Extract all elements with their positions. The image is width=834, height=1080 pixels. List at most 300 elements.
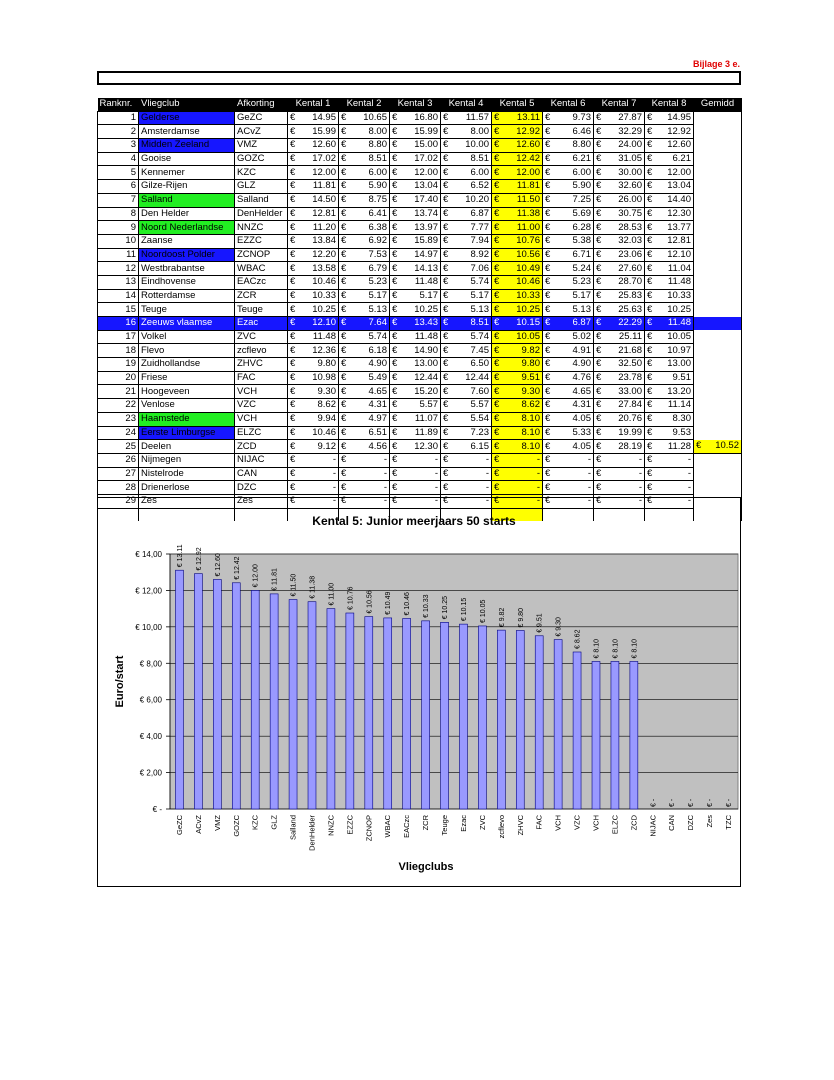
club-cell: Kennemer [139,166,235,180]
euro-sign: € [341,467,347,479]
bar [308,602,316,809]
kental-4-cell [441,303,492,317]
euro-sign: € [290,235,296,247]
kental-5-cell [492,234,543,248]
x-tick-label: NNZC [326,815,336,836]
abbr-cell: ZVC [235,330,288,344]
value: 11.04 [667,262,691,274]
club-cell: Zaanse [139,234,235,248]
kental-3-cell [390,180,441,194]
euro-sign: € [647,413,653,425]
kental-5-cell [492,440,543,454]
euro-sign: € [596,262,602,274]
value: 32.50 [618,358,642,370]
kental-2-cell [339,275,390,289]
kental-8-cell [645,221,694,235]
euro-sign: € [392,248,398,260]
euro-sign: € [696,440,702,452]
bar-value-label: € 9.82 [498,607,506,628]
kental-6-cell [543,426,594,440]
euro-sign: € [647,440,653,452]
euro-sign: € [392,112,398,124]
club-cell: Zes [139,494,235,508]
euro-sign: € [545,166,551,178]
value: 15.20 [414,385,438,397]
average-cell [694,125,742,139]
euro-sign: € [290,262,296,274]
value: 22.29 [618,317,642,329]
euro-sign: € [494,399,500,411]
kental-5-cell [492,262,543,276]
x-tick-label: Salland [288,815,298,841]
bar-value-label: € 13.11 [176,544,184,568]
euro-sign: € [392,399,398,411]
euro-sign: € [341,413,347,425]
kental-1-cell [288,371,339,385]
value: 4.05 [572,413,591,425]
kental-1-cell [288,358,339,372]
euro-sign: € [545,125,551,137]
euro-sign: € [290,413,296,425]
kental-5-cell [492,358,543,372]
euro-sign: € [290,467,296,479]
club-cell: Nijmegen [139,453,235,467]
value: 13.74 [414,207,438,219]
euro-sign: € [341,344,347,356]
euro-sign: € [494,112,500,124]
bar-value-label: € 10.49 [385,591,393,615]
club-cell: Gooise [139,152,235,166]
value: - [332,467,336,479]
euro-sign: € [392,385,398,397]
table-row [98,139,742,153]
kental-7-cell [594,180,645,194]
value: 19.99 [618,426,642,438]
euro-sign: € [443,166,449,178]
value: - [485,467,489,479]
abbr-cell: NIJAC [235,453,288,467]
kental-1-cell [288,221,339,235]
kental-4-cell [441,275,492,289]
euro-sign: € [341,153,347,165]
euro-sign: € [545,440,551,452]
table-row [98,221,742,235]
average-cell [694,152,742,166]
value: 7.94 [470,235,489,247]
value: 10.98 [312,372,336,384]
kental-3-cell [390,289,441,303]
kental-8-cell [645,344,694,358]
euro-sign: € [494,454,500,466]
value: 6.21 [672,153,691,165]
value: 7.64 [368,317,387,329]
value: 11.50 [516,194,540,206]
value: 10.46 [312,426,336,438]
euro-sign: € [341,440,347,452]
value: 6.52 [470,180,489,192]
kental-3-cell [390,166,441,180]
abbr-cell: KZC [235,166,288,180]
euro-sign: € [494,440,500,452]
club-cell: Den Helder [139,207,235,221]
value: 6.51 [368,426,387,438]
abbr-cell: ZCNOP [235,248,288,262]
kental-3-cell [390,344,441,358]
kental-3-cell [390,467,441,481]
rank-cell: 13 [98,275,139,289]
abbr-cell: Ezac [235,317,288,331]
kental-1-cell [288,275,339,289]
value: - [434,454,438,466]
table-row [98,180,742,194]
rank-cell: 14 [98,289,139,303]
header-kental-4: Kental 4 [441,98,492,111]
value: 12.60 [667,139,691,151]
euro-sign: € [545,112,551,124]
value: 13.04 [667,180,691,192]
x-tick-label: Teuge [440,815,450,836]
bar [194,574,202,809]
value: 13.00 [667,358,691,370]
kental-7-cell [594,317,645,331]
value: 8.80 [368,139,387,151]
value: 5.90 [572,180,591,192]
value: 6.00 [368,166,387,178]
kental-3-cell [390,152,441,166]
bar [478,626,486,809]
kental-5-cell [492,289,543,303]
euro-sign: € [290,426,296,438]
bar [346,613,354,809]
kental-2-cell [339,193,390,207]
bar [554,640,562,809]
euro-sign: € [443,221,449,233]
bar [573,652,581,809]
euro-sign: € [341,399,347,411]
kental-5-cell [492,344,543,358]
value: 30.75 [618,207,642,219]
euro-sign: € [392,194,398,206]
value: 32.60 [618,180,642,192]
value: 14.13 [414,262,438,274]
value: 11.07 [414,413,438,425]
x-tick-label: EACzc [402,815,412,838]
value: 6.92 [368,235,387,247]
euro-sign: € [647,331,653,343]
euro-sign: € [290,207,296,219]
header-kental-5: Kental 5 [492,98,543,111]
kental-7-cell [594,399,645,413]
kental-3-cell [390,440,441,454]
value: 15.00 [414,139,438,151]
euro-sign: € [647,399,653,411]
rank-cell: 27 [98,467,139,481]
bar-value-label: € 9.80 [517,608,525,628]
table-row [98,371,742,385]
euro-sign: € [545,303,551,315]
bar-value-label: € 11.50 [290,573,298,597]
kental-7-cell [594,125,645,139]
value: 5.23 [572,276,591,288]
kental-3-cell [390,399,441,413]
value: 4.91 [572,344,591,356]
value: 32.29 [618,125,642,137]
kental-8-cell [645,139,694,153]
x-tick-label: VZC [572,815,582,830]
table-row [98,426,742,440]
kental-8-cell [645,481,694,495]
euro-sign: € [443,194,449,206]
kental-8-cell [645,275,694,289]
kental-7-cell [594,152,645,166]
table-row [98,317,742,331]
header-club: Vliegclub [139,98,235,111]
header-rank: Ranknr. [98,98,139,111]
value: 14.40 [667,194,691,206]
euro-sign: € [341,276,347,288]
euro-sign: € [443,372,449,384]
kental-2-cell [339,111,390,125]
abbr-cell: EACzc [235,275,288,289]
kental-6-cell [543,330,594,344]
kental-6-cell [543,248,594,262]
euro-sign: € [545,276,551,288]
x-tick-label: Ezac [458,815,468,832]
value: 13.04 [414,180,438,192]
value: 12.10 [312,317,336,329]
average-cell [694,481,742,495]
bar-value-label: € 8.10 [593,638,601,659]
value: 12.00 [516,166,540,178]
euro-sign: € [596,125,602,137]
value: 10.46 [312,276,336,288]
value: 9.51 [672,372,691,384]
euro-sign: € [443,495,449,507]
kental-3-cell [390,125,441,139]
value: 13.97 [414,221,438,233]
average-cell [694,344,742,358]
value: 10.33 [312,289,336,301]
kental-8-cell [645,125,694,139]
value: 4.05 [572,440,591,452]
kental-8-cell [645,303,694,317]
value: - [332,495,336,507]
x-tick-label: ZCD [629,815,639,831]
euro-sign: € [647,276,653,288]
euro-sign: € [545,481,551,493]
value: - [687,481,691,493]
average-cell [694,275,742,289]
value: 13.43 [414,317,438,329]
kental-2-cell [339,344,390,358]
kental-4-cell [441,412,492,426]
kental-5-cell [492,275,543,289]
y-tick-label: € - [152,805,162,814]
kental-1-cell [288,248,339,262]
x-tick-label: Zes [705,815,715,828]
value: 5.49 [368,372,387,384]
bar-value-label: € - [726,798,734,807]
value: 11.00 [516,221,540,233]
euro-sign: € [545,180,551,192]
value: 25.83 [618,289,642,301]
rank-cell: 23 [98,412,139,426]
kental-6-cell [543,317,594,331]
euro-sign: € [494,194,500,206]
value: 6.41 [368,207,387,219]
euro-sign: € [290,372,296,384]
value: 10.25 [667,303,691,315]
x-tick-label: DZC [686,815,696,831]
euro-sign: € [392,372,398,384]
kental-5-cell [492,193,543,207]
bar-value-label: € 9.51 [536,613,544,633]
value: 14.95 [312,112,336,124]
abbr-cell: Zes [235,494,288,508]
club-cell: Eindhovense [139,275,235,289]
value: 7.77 [470,221,489,233]
euro-sign: € [596,358,602,370]
value: 8.00 [470,125,489,137]
x-tick-label: FAC [534,815,544,830]
y-tick-label: € 6,00 [139,695,162,705]
value: 13.77 [667,221,691,233]
euro-sign: € [596,166,602,178]
header-kental-7: Kental 7 [594,98,645,111]
kental-5-cell [492,385,543,399]
euro-sign: € [341,125,347,137]
kental-8-cell [645,111,694,125]
header-average: Gemidd [694,98,742,111]
euro-sign: € [443,153,449,165]
abbr-cell: DenHelder [235,207,288,221]
value: 11.57 [465,112,489,124]
value: 11.14 [667,399,691,411]
value: 12.81 [312,207,336,219]
kental-7-cell [594,207,645,221]
euro-sign: € [443,248,449,260]
bar [270,594,278,809]
euro-sign: € [494,289,500,301]
value: 11.38 [516,207,540,219]
kental-2-cell [339,412,390,426]
x-tick-label: GeZC [174,815,184,836]
average-cell [694,221,742,235]
value: 12.44 [465,372,489,384]
kental-4-cell [441,330,492,344]
value: 11.81 [312,180,336,192]
value: 10.46 [516,276,540,288]
x-tick-label: KZC [250,815,260,830]
euro-sign: € [545,495,551,507]
abbr-cell: FAC [235,371,288,385]
euro-sign: € [647,112,653,124]
euro-sign: € [443,276,449,288]
value: 5.69 [572,207,591,219]
euro-sign: € [596,303,602,315]
kental-6-cell [543,221,594,235]
club-cell: Nistelrode [139,467,235,481]
value: - [434,467,438,479]
header-kental-6: Kental 6 [543,98,594,111]
euro-sign: € [392,153,398,165]
euro-sign: € [647,262,653,274]
euro-sign: € [290,317,296,329]
value: 9.53 [672,426,691,438]
value: 12.00 [312,166,336,178]
euro-sign: € [545,331,551,343]
bar-value-label: € 12.00 [252,564,260,588]
rank-cell: 17 [98,330,139,344]
kental-6-cell [543,207,594,221]
table-row [98,234,742,248]
kental-8-cell [645,426,694,440]
bar-value-label: € 10.56 [366,590,374,614]
euro-sign: € [596,248,602,260]
value: 11.28 [667,440,691,452]
value: 11.48 [414,331,438,343]
kental-1-cell [288,207,339,221]
value: 12.36 [312,344,336,356]
abbr-cell: Teuge [235,303,288,317]
kental-6-cell [543,234,594,248]
table-row [98,453,742,467]
bar [175,570,183,809]
value: 13.11 [516,112,540,124]
euro-sign: € [647,194,653,206]
kental-1-cell [288,453,339,467]
value: 8.75 [368,194,387,206]
euro-sign: € [545,317,551,329]
kental-4-cell [441,385,492,399]
euro-sign: € [596,207,602,219]
euro-sign: € [596,235,602,247]
euro-sign: € [596,372,602,384]
table-row [98,385,742,399]
x-tick-label: ZVC [477,815,487,830]
table-row [98,193,742,207]
value: 5.17 [470,289,489,301]
kental-7-cell [594,234,645,248]
kental-4-cell [441,453,492,467]
bar [516,631,524,810]
rank-cell: 28 [98,481,139,495]
rank-cell: 25 [98,440,139,454]
value: 31.05 [618,153,642,165]
kental-8-cell [645,385,694,399]
kental-3-cell [390,234,441,248]
value: 14.90 [414,344,438,356]
bar-value-label: € 8.10 [612,638,620,659]
value: 10.05 [516,331,540,343]
euro-sign: € [392,481,398,493]
table-row [98,289,742,303]
club-cell: Noordoost Polder [139,248,235,262]
kental-3-cell [390,111,441,125]
value: 9.73 [572,112,591,124]
euro-sign: € [392,276,398,288]
kental-5-cell [492,371,543,385]
euro-sign: € [647,344,653,356]
value: - [687,454,691,466]
chart-title: Kental 5: Junior meerjaars 50 starts [312,514,516,528]
kental-5-cell [492,207,543,221]
euro-sign: € [494,180,500,192]
kental-8-cell [645,262,694,276]
bar-value-label: € 10.46 [404,592,412,616]
value: 4.65 [572,385,591,397]
x-tick-label: ACvZ [193,815,203,834]
